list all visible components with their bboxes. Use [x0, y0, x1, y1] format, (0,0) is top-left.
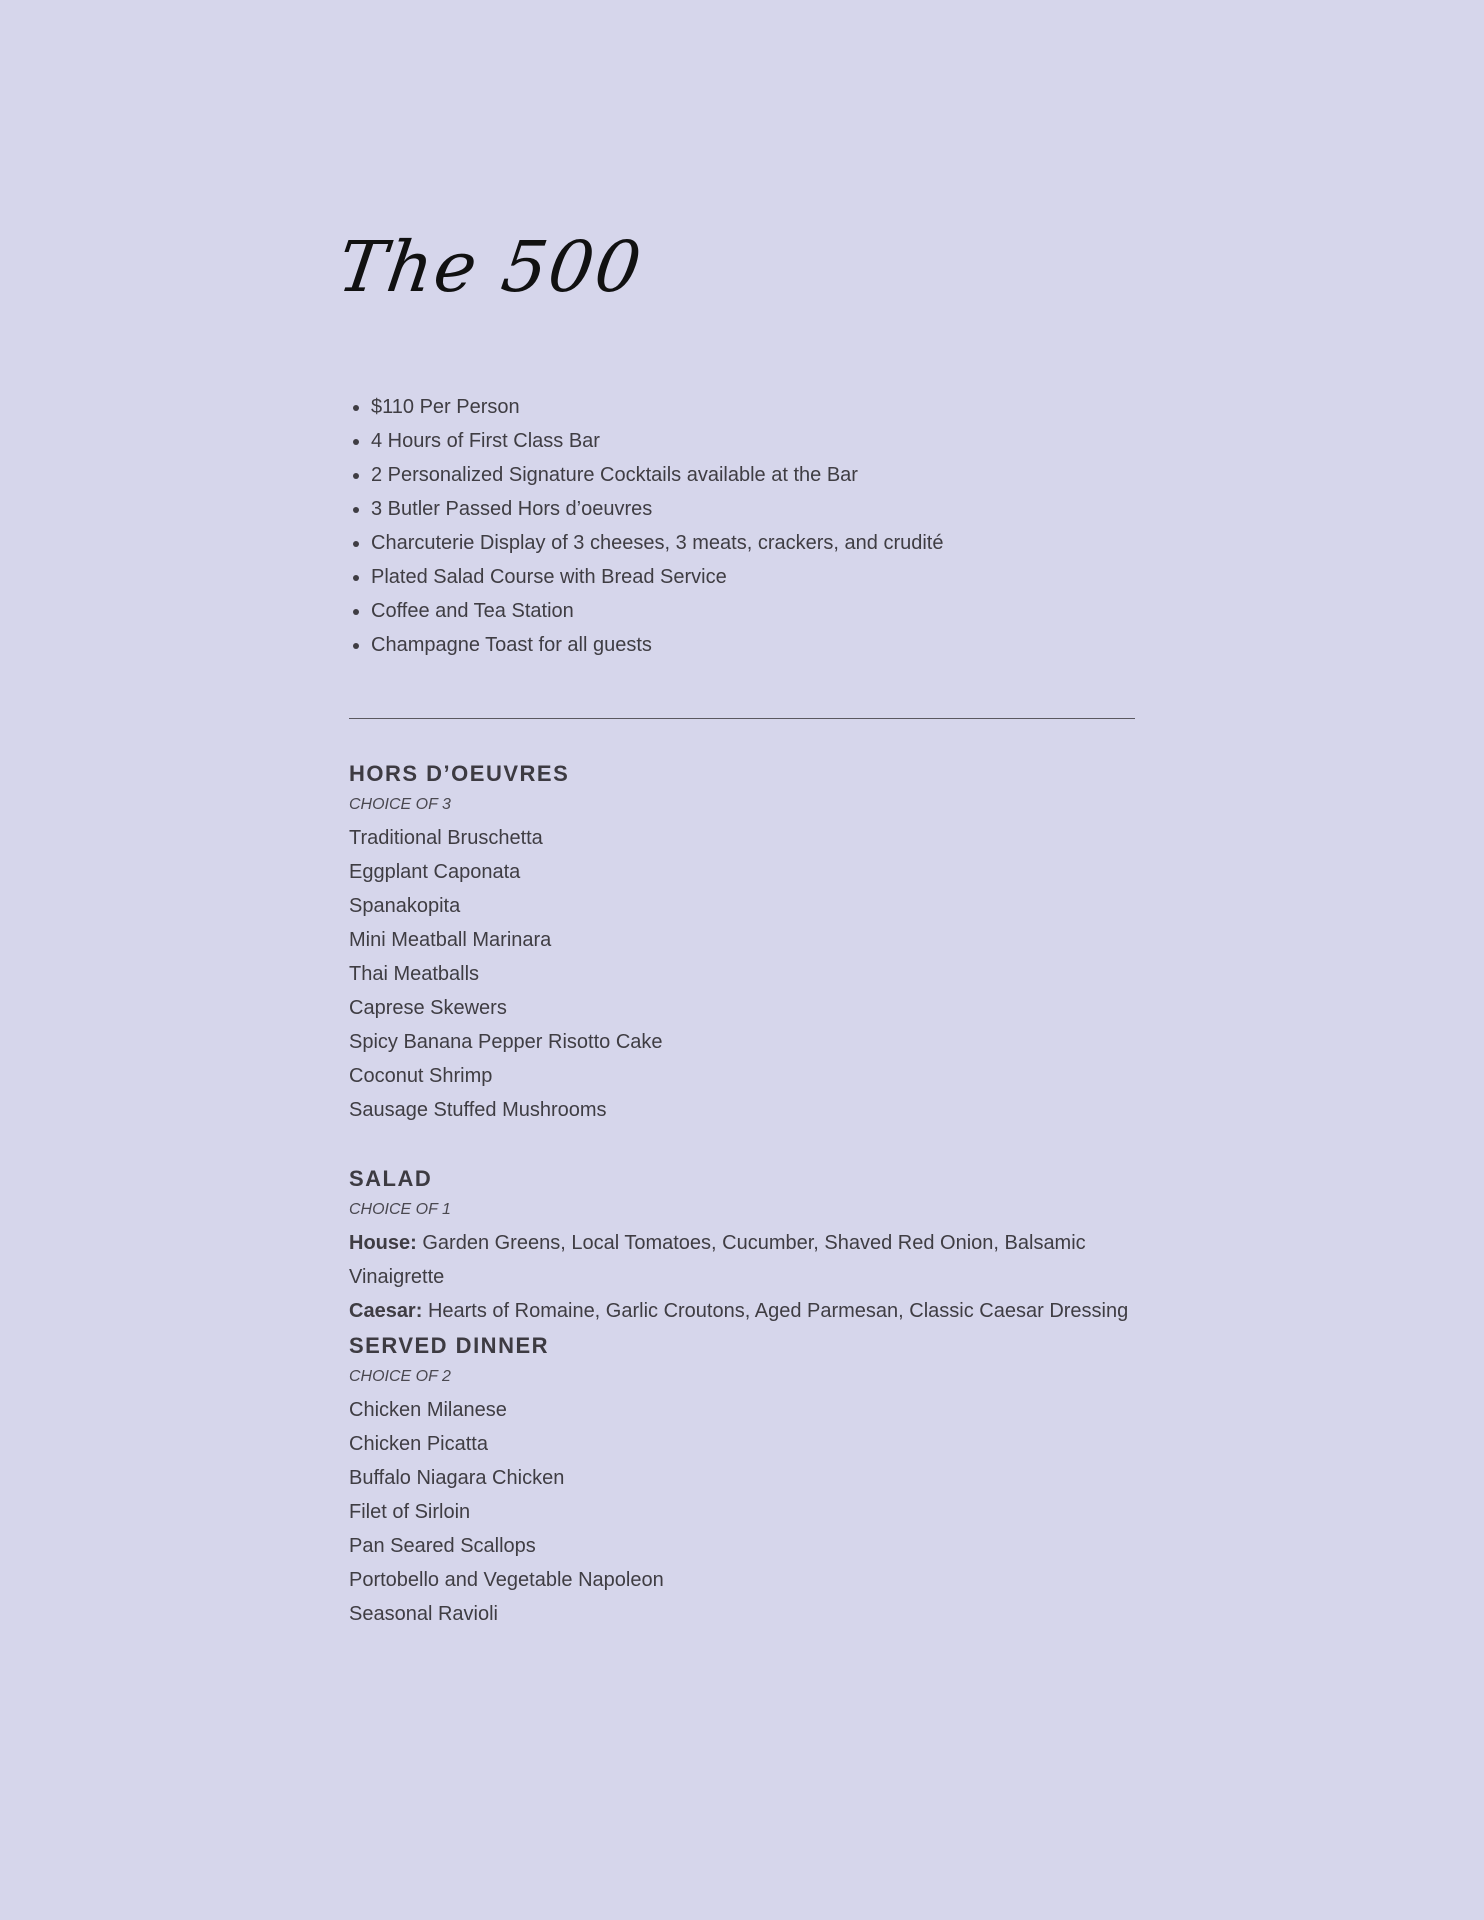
feature-item: • 4 Hours of First Class Bar — [371, 424, 943, 458]
served-dinner-section — [349, 1332, 1169, 1631]
section-heading: SERVED DINNER — [349, 1333, 550, 1358]
menu-item: Spicy Banana Pepper Risotto Cake — [349, 1031, 663, 1053]
menu-item: Caprese Skewers — [349, 997, 507, 1019]
feature-item: • 3 Butler Passed Hors d’oeuvres — [371, 492, 943, 526]
section-divider — [349, 718, 1135, 719]
feature-item: • Charcuterie Display of 3 cheeses, 3 meats, crackers, and crudité — [371, 526, 943, 560]
choice-note: CHOICE OF 2 — [349, 1368, 451, 1385]
menu-item: Filet of Sirloin — [349, 1501, 471, 1523]
salad-item-house — [349, 1226, 1169, 1294]
menu-item: Spanakopita — [349, 895, 461, 917]
menu-item: Chicken Milanese — [349, 1399, 507, 1421]
salad-description: Hearts of Romaine, Garlic Croutons, Aged Parmesan, Classic Caesar Dressing — [422, 1300, 1129, 1322]
section-heading: SALAD — [349, 1166, 433, 1191]
menu-item: Portobello and Vegetable Napoleon — [349, 1569, 664, 1591]
choice-note: CHOICE OF 3 — [349, 796, 451, 813]
salad-item-caesar — [349, 1294, 1169, 1328]
section-heading: HORS D’OEUVRES — [349, 761, 570, 786]
menu-item: Mini Meatball Marinara — [349, 929, 552, 951]
feature-item: • Plated Salad Course with Bread Service — [371, 560, 943, 594]
choice-note: CHOICE OF 1 — [349, 1201, 451, 1218]
salad-description: Garden Greens, Local Tomatoes, Cucumber, Shaved Red Onion, Balsamic Vinaigrette — [349, 1232, 1086, 1288]
menu-item: Thai Meatballs — [349, 963, 480, 985]
menu-item: Buffalo Niagara Chicken — [349, 1467, 565, 1489]
package-features-list — [349, 390, 943, 662]
menu-item: Eggplant Caponata — [349, 861, 521, 883]
menu-items-list — [349, 821, 1169, 1127]
salad-name: House: — [349, 1232, 417, 1254]
menu-items-list — [349, 1393, 1169, 1631]
menu-item: Pan Seared Scallops — [349, 1535, 536, 1557]
menu-item: Coconut Shrimp — [349, 1065, 493, 1087]
feature-item: • 2 Personalized Signature Cocktails available at the Bar — [371, 458, 943, 492]
feature-item: • Champagne Toast for all guests — [371, 628, 943, 662]
salad-name: Caesar: — [349, 1300, 423, 1322]
menu-item: Seasonal Ravioli — [349, 1603, 498, 1625]
menu-item: Traditional Bruschetta — [349, 827, 543, 849]
feature-item: • Coffee and Tea Station — [371, 594, 943, 628]
package-title: The 500 — [333, 226, 648, 308]
hors-doeuvres-section — [349, 760, 1169, 1127]
menu-item: Chicken Picatta — [349, 1433, 488, 1455]
menu-item: Sausage Stuffed Mushrooms — [349, 1099, 607, 1121]
feature-item: • $110 Per Person — [371, 390, 943, 424]
menu-items-list — [349, 1226, 1169, 1328]
salad-section — [349, 1165, 1169, 1328]
